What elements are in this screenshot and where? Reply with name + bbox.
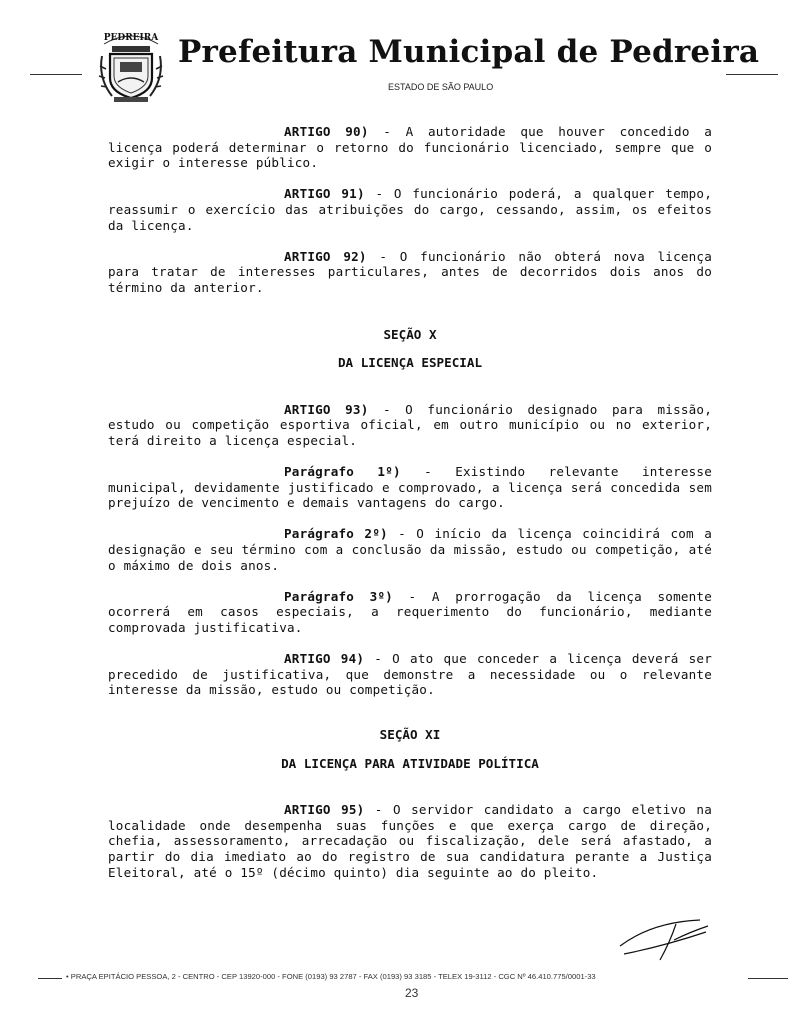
- page-number: 23: [405, 986, 419, 1000]
- frame-top-left: [30, 74, 82, 75]
- municipal-seal-icon: [98, 26, 164, 106]
- section-x-title: DA LICENÇA ESPECIAL: [337, 355, 483, 371]
- paragraph-1: Parágrafo 1º) - Existindo relevante interesse municipal, devidamente justificado e comprovado, a licença será concedida sem prejuízo de vencimento e demais vantagens do cargo.: [108, 464, 712, 511]
- article-92: ARTIGO 92) - O funcionário não obterá nova licença para tratar de interesses particulares, antes de decorridos dois anos do término da anterior.: [108, 248, 712, 295]
- article-93: ARTIGO 93) - O funcionário designado para missão, estudo ou competição esportiva oficial, em outro município ou no exterior, terá direito a licença especial.: [108, 401, 712, 448]
- article-95: ARTIGO 95) - O servidor candidato a cargo eletivo na localidade onde desempenha suas funções e que exerça cargo de direção, chefia, assessoramento, arrecadação ou fiscalização, dele será afastado, a partir do dia imediato ao do registro de sua candidatura perante a Justiça Eleitoral, até o 15º (décimo quinto) dia seguinte ao do pleito.: [108, 802, 712, 880]
- frame-top-right: [726, 74, 778, 75]
- seal-text: PEDREIRA: [103, 33, 159, 43]
- article-90: ARTIGO 90) - A autoridade que houver concedido a licença poderá determinar o retorno do funcionário licenciado, sempre que o exigir o interesse público.: [108, 124, 712, 171]
- footer-address: • PRAÇA EPITÁCIO PESSOA, 2 - CENTRO - CEP 13920-000 - FONE (0193) 93 2787 - FAX (0193) 93 3185 - TELEX 19-3112 - CGC Nº 46.410.775/0001-33: [66, 972, 596, 981]
- state-subtitle: ESTADO DE SÃO PAULO: [388, 82, 494, 92]
- page-title: Prefeitura Municipal de Pedreira: [178, 34, 760, 70]
- section-xi-title: DA LICENÇA PARA ATIVIDADE POLÍTICA: [281, 755, 539, 771]
- signature-icon: [614, 912, 714, 964]
- article-94: ARTIGO 94) - O ato que conceder a licença deverá ser precedido de justificativa, que demonstre a necessidade ou o relevante interesse da missão, estudo ou competição.: [108, 651, 712, 698]
- section-xi-heading: SEÇÃO XI: [379, 727, 441, 742]
- paragraph-2: Parágrafo 2º) - O início da licença coincidirá com a designação e seu término com a conclusão da missão, estudo ou competição, até o máximo de dois anos.: [108, 526, 712, 573]
- section-x-heading: SEÇÃO X: [383, 326, 437, 342]
- article-91: ARTIGO 91) - O funcionário poderá, a qualquer tempo, reassumir o exercício das atribuições do cargo, cessando, assim, os efeitos da licença.: [108, 186, 712, 233]
- document-body: [108, 124, 712, 896]
- frame-bottom-left: [38, 978, 62, 979]
- paragraph-3: Parágrafo 3º) - A prorrogação da licença somente ocorrerá em casos especiais, a requerimento do funcionário, mediante comprovada justificativa.: [108, 588, 712, 636]
